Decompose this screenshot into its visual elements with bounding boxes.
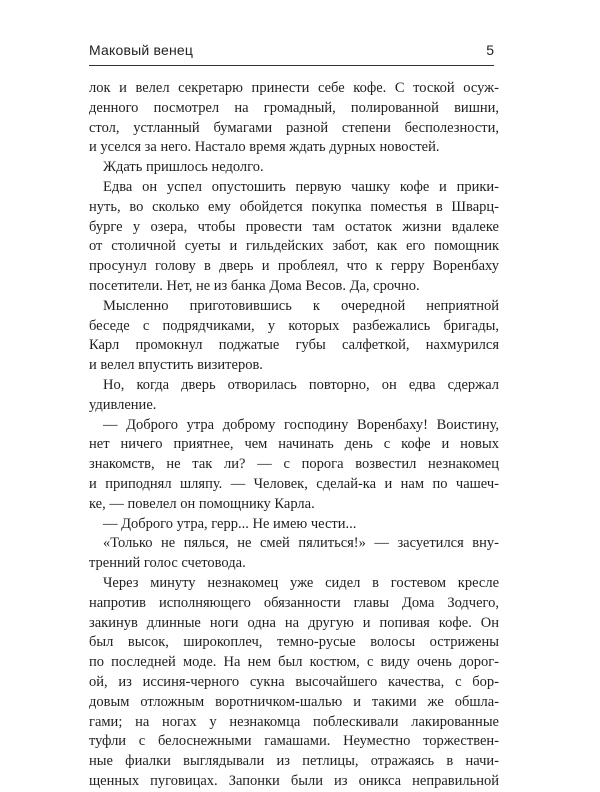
- text-line: Едва он успел опустошить первую чашку кофе и прики-: [103, 178, 499, 195]
- text-line: и уселся за него. Настало время ждать дурных новостей.: [89, 139, 440, 156]
- text-line: напротив исполняющего обязанности главы Дома Зодчего,: [89, 594, 499, 611]
- text-line: «Только не пялься, не смей пялиться!» — засуетился вну-: [103, 535, 499, 552]
- text-line: довым отложным воротничком-шалью и такими же обшла-: [89, 693, 499, 710]
- text-line: знакомств, не так ли? — с порога возвестил незнакомец: [89, 456, 499, 473]
- header-rule: [89, 65, 494, 66]
- text-line: — Доброго утра доброму господину Воренбаху! Воистину,: [103, 416, 499, 433]
- text-line: просунул голову в дверь и проблеял, что к герру Воренбаху: [89, 258, 499, 275]
- text-line: нет ничего приятнее, чем начинать день с кофе и новых: [89, 436, 499, 453]
- text-line: ке, — повелел он помощнику Карла.: [89, 495, 315, 512]
- text-line: ные фиалки выглядывали из петлицы, отражаясь в начи-: [89, 753, 499, 770]
- text-line: бурге у озера, чтобы провести там остаток жизни вдалеке: [89, 218, 499, 235]
- text-line: гами; на ногах у незнакомца поблескивали лакированные: [89, 713, 499, 730]
- body-text: [89, 79, 499, 792]
- text-line: — Доброго утра, герр... Не имею чести...: [103, 515, 357, 532]
- text-line: тренний голос счетовода.: [89, 555, 246, 572]
- text-line: Через минуту незнакомец уже сидел в гостевом кресле: [103, 574, 499, 591]
- text-line: Но, когда дверь отворилась повторно, он едва сдержал: [103, 376, 499, 393]
- page-number: 5: [486, 42, 494, 58]
- text-line: щенных пуговицах. Запонки были из оникса неправильной: [89, 772, 499, 789]
- text-line: и велел впустить визитеров.: [89, 357, 263, 374]
- text-line: и приподнял шляпу. — Человек, сделай-ка и нам по чашеч-: [89, 475, 499, 492]
- text-line: Мысленно приготовившись к очередной неприятной: [103, 297, 499, 314]
- text-line: денного посмотрел на громадный, полированной вишни,: [89, 99, 499, 116]
- text-line: Карл промокнул поджатые губы салфеткой, нахмурился: [89, 337, 499, 354]
- text-line: по последней моде. На нем был костюм, с виду очень дорог-: [89, 654, 499, 671]
- text-line: лок и велел секретарю принести себе кофе. С тоской осуж-: [89, 80, 499, 96]
- text-line: туфли с белоснежными гамашами. Неуместно торжествен-: [89, 733, 499, 750]
- text-line: беседе с подрядчиками, у которых разбежались бригады,: [89, 317, 499, 334]
- text-line: Ждать пришлось недолго.: [103, 159, 264, 176]
- text-line: был высок, широкоплеч, темно-русые волосы острижены: [89, 634, 499, 651]
- text-line: стол, устланный бумагами разной степени бесполезности,: [89, 119, 499, 136]
- text-line: от столичной суеты и гильдейских забот, как его помощник: [89, 238, 499, 255]
- text-line: закинув длинные ноги одна на другую и попивая кофе. Он: [89, 614, 499, 631]
- running-head: [89, 36, 494, 66]
- text-line: посетители. Нет, не из банка Дома Весов. Да, срочно.: [89, 277, 420, 294]
- text-line: нуть, во сколько ему обойдется покупка поместья в Шварц-: [89, 198, 499, 215]
- text-line: ой, из иссиня-черного сукна высочайшего качества, с бор-: [89, 673, 499, 690]
- book-title: Маковый венец: [89, 42, 194, 58]
- text-line: удивление.: [89, 396, 157, 413]
